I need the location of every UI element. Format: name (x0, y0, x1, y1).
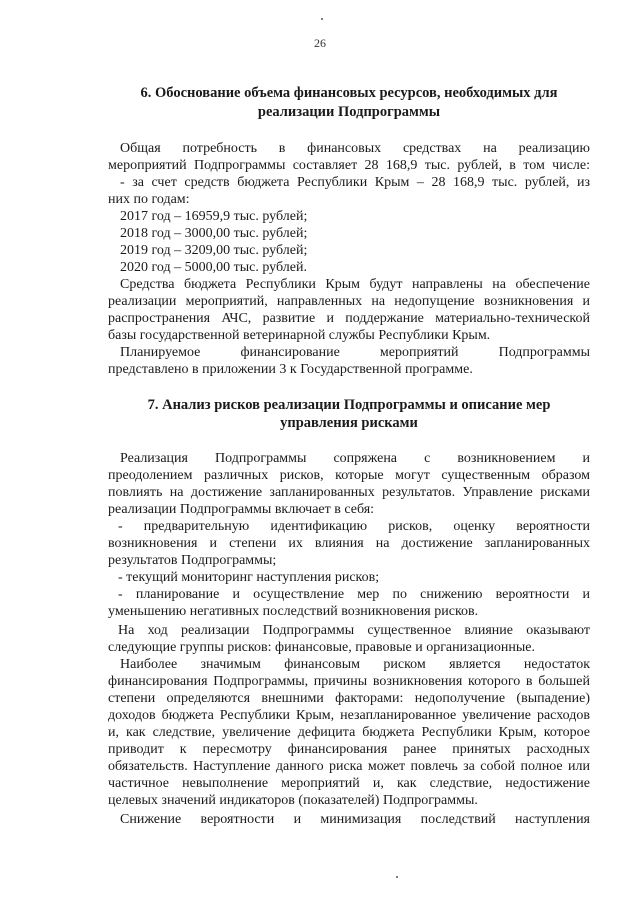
text-line: них по годам: (108, 192, 190, 207)
section-7-title-line-2: управления рисками (280, 415, 418, 431)
text-line: - за счет средств бюджета Республики Крым – 28 168,9 тыс. рублей, из (120, 175, 590, 190)
year-allocation-2019: 2019 год – 3209,00 тыс. рублей; (120, 243, 308, 258)
text-line: мероприятий Подпрограммы составляет 28 168,9 тыс. рублей, в том числе: (108, 158, 590, 173)
text-line: финансирования Подпрограммы, причины возникновения которого в большей (108, 674, 590, 689)
text-line: реализации мероприятий, направленных на недопущение возникновения и (108, 294, 590, 309)
text-line: целевых значений индикаторов (показателей) Подпрограммы. (108, 793, 478, 808)
text-line: - текущий мониторинг наступления рисков; (118, 570, 380, 585)
text-line: Общая потребность в финансовых средствах на реализацию (120, 141, 590, 156)
section-7-title-line-1: 7. Анализ рисков реализации Подпрограммы и описание мер (147, 397, 551, 413)
section-6-title-line-2: реализации Подпрограммы (257, 104, 441, 120)
text-line: На ход реализации Подпрограммы существенное влияние оказывают (118, 623, 590, 638)
text-line: приводит к пересмотру финансирования ранее принятых расходных (108, 742, 590, 757)
year-allocation-2018: 2018 год – 3000,00 тыс. рублей; (120, 226, 308, 241)
text-line: - предварительную идентификацию рисков, оценку вероятности (118, 519, 590, 534)
text-line: преодолением различных рисков, которые могут существенным образом (108, 468, 590, 483)
text-line: результатов Подпрограммы; (108, 553, 277, 568)
page-number: 26 (314, 36, 326, 50)
text-line: обязательств. Наступление данного риска может повлечь за собой полное или (108, 759, 590, 774)
text-line: реализации Подпрограммы включает в себя: (108, 502, 375, 517)
text-line: распространения АЧС, развитие и поддержание материально-технической (108, 311, 590, 326)
text-line: Средства бюджета Республики Крым будут направлены на обеспечение (120, 277, 590, 292)
section-6-title-line-1: 6. Обоснование объема финансовых ресурсов, необходимых для (140, 85, 558, 101)
text-line: - планирование и осуществление мер по снижению вероятности и (118, 587, 590, 602)
text-line: Реализация Подпрограммы сопряжена с возникновением и (120, 451, 590, 466)
text-line: возникновения и степени их влияния на достижение запланированных (108, 536, 590, 551)
text-line: частичное невыполнение мероприятий и, как следствие, недостижение (108, 776, 590, 791)
text-line: и, как следствие, увеличение дефицита бюджета Республики Крым, которое (108, 725, 590, 740)
text-line: доходов бюджета Республики Крым, незапланированное увеличение расходов (108, 708, 590, 723)
text-line: базы государственной ветеринарной службы Республики Крым. (108, 328, 491, 343)
text-line: Снижение вероятности и минимизация последствий наступления (120, 812, 590, 827)
year-allocation-2020: 2020 год – 5000,00 тыс. рублей. (120, 260, 307, 275)
text-line: уменьшению негативных последствий возникновения рисков. (108, 604, 479, 619)
text-line: следующие группы рисков: финансовые, правовые и организационные. (108, 640, 535, 655)
year-allocation-2017: 2017 год – 16959,9 тыс. рублей; (120, 209, 308, 224)
text-line: Наиболее значимым финансовым риском является недостаток (120, 657, 590, 672)
text-line: повлиять на достижение запланированных результатов. Управление рисками (108, 485, 590, 500)
scan-speck (321, 18, 323, 20)
text-line: представлено в приложении 3 к Государственной программе. (108, 362, 473, 377)
text-line: Планируемое финансирование мероприятий Подпрограммы (120, 345, 590, 360)
text-line: степени определяются внешними факторами: недополучение (выпадение) (108, 691, 590, 706)
scan-speck (396, 876, 398, 878)
